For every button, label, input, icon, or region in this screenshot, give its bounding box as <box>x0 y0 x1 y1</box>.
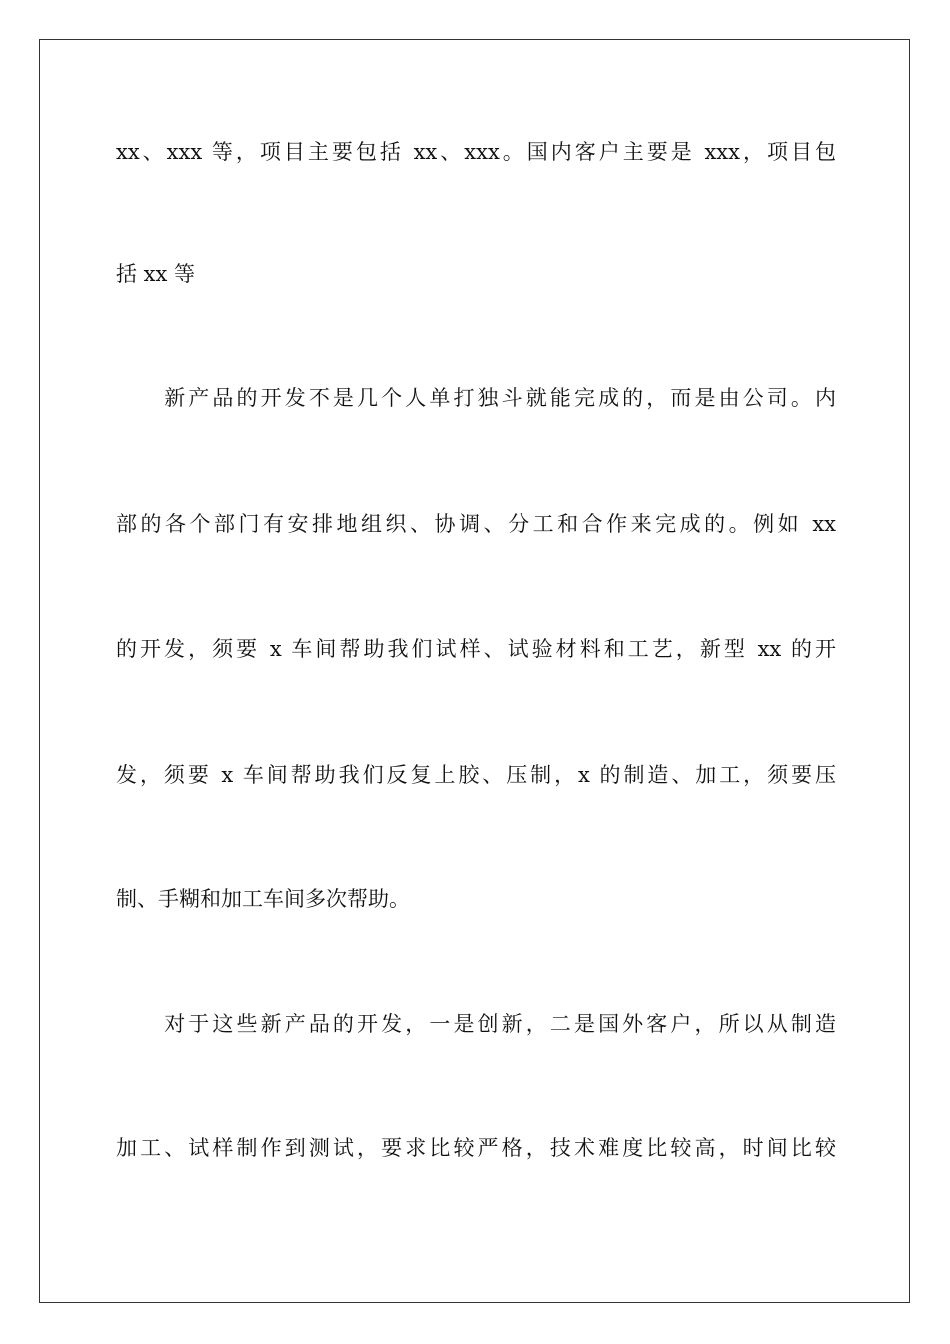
text-line: xx、xxx 等，项目主要包括 xx、xxx。国内客户主要是 xxx，项目包 <box>116 140 836 164</box>
text-line: 制、手糊和加工车间多次帮助。 <box>116 887 410 911</box>
text-line: 括 xx 等 <box>116 262 196 286</box>
text-line: 加工、试样制作到测试，要求比较严格，技术难度比较高，时间比较 <box>116 1136 836 1160</box>
text-line: 新产品的开发不是几个人单打独斗就能完成的，而是由公司。内 <box>116 386 836 410</box>
text-line: 的开发，须要 x 车间帮助我们试样、试验材料和工艺，新型 xx 的开 <box>116 637 836 661</box>
text-line: 发，须要 x 车间帮助我们反复上胶、压制，x 的制造、加工，须要压 <box>116 763 836 787</box>
text-line: 部的各个部门有安排地组织、协调、分工和合作来完成的。例如 xx <box>116 512 836 536</box>
page-border <box>39 39 910 1303</box>
text-line: 对于这些新产品的开发，一是创新，二是国外客户，所以从制造 <box>116 1012 836 1036</box>
